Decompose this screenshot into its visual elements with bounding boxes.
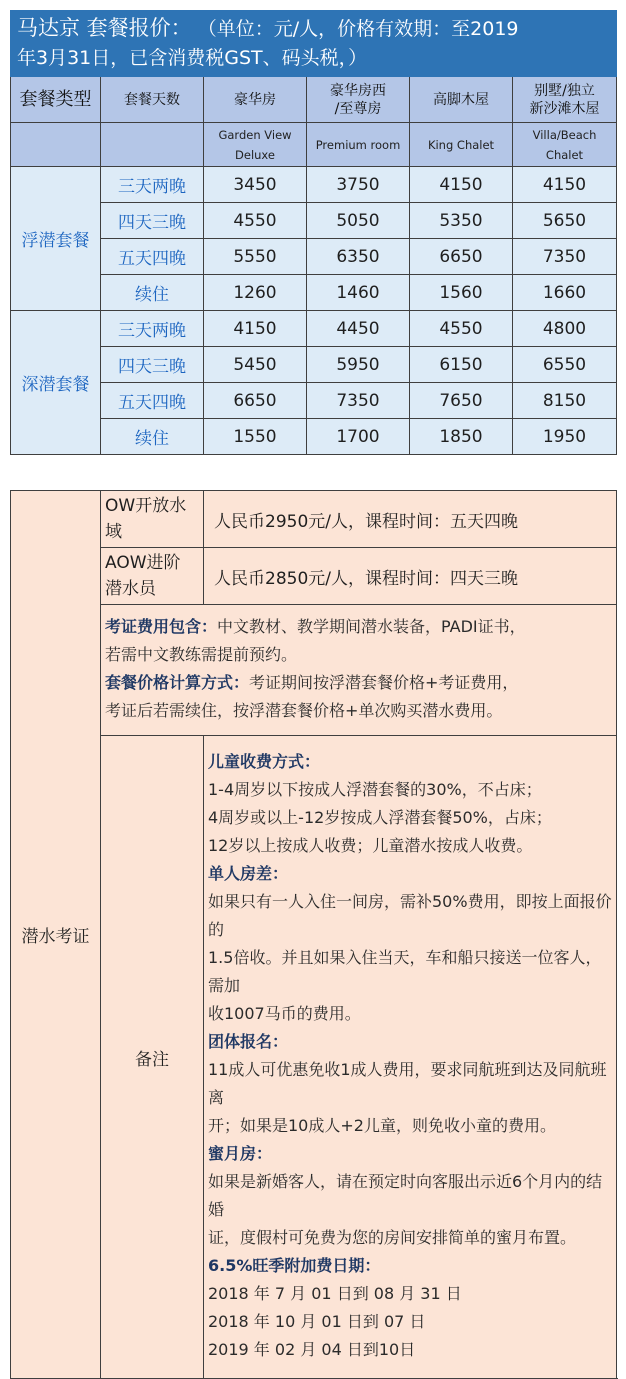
price-cell: 8150 [513,383,617,419]
cert-label: 潜水考证 [11,491,101,1379]
notes-row [11,736,617,1379]
header-package-type: 套餐类型 [11,77,101,123]
price-cell: 5650 [513,203,617,239]
price-cell: 1850 [410,419,513,455]
header-en-empty-2 [101,123,204,167]
package-row [11,239,617,275]
price-cell: 6150 [410,347,513,383]
includes-text-2: 若需中文教练需提前预约。 [105,645,298,664]
course-ow-name [101,491,204,548]
notes-content [204,736,617,1379]
header-room-premium: 豪华房西 /至尊房 [307,77,410,123]
fee-row [11,605,617,736]
notes-label: 备注 [101,736,204,1379]
price-cell: 3450 [204,167,307,203]
package-row [11,383,617,419]
title-main: 马达京 套餐报价： [17,16,192,40]
package-days: 续住 [101,419,204,455]
calc-text-1: 考证期间按浮潜套餐价格+考证费用， [249,673,519,692]
package-row [11,167,617,203]
price-cell: 1950 [513,419,617,455]
price-cell: 4550 [410,311,513,347]
note-heading: 6.5%旺季附加费日期： [208,1256,381,1275]
note-line: 如果只有一人入住一间房，需补50%费用，即按上面报价的 [208,892,612,939]
package-row [11,419,617,455]
price-cell: 1660 [513,275,617,311]
header-days: 套餐天数 [101,77,204,123]
price-cell: 6650 [410,239,513,275]
package-rows [11,167,617,455]
package-days: 四天三晚 [101,347,204,383]
header-room-villa: 别墅/独立 新沙滩木屋 [513,77,617,123]
page-title [11,11,617,77]
price-cell: 3750 [307,167,410,203]
price-cell: 6650 [204,383,307,419]
package-days: 三天两晚 [101,167,204,203]
price-cell: 1550 [204,419,307,455]
calc-label: 套餐价格计算方式： [105,673,250,692]
package-days: 四天三晚 [101,203,204,239]
note-line: 1-4周岁以下按成人浮潜套餐的30%，不占床； [208,780,542,799]
calc-text-2: 考证后若需续住，按浮潜套餐价格+单次购买潜水费用。 [105,701,503,720]
price-cell: 7350 [513,239,617,275]
price-cell: 4150 [513,167,617,203]
header-room-deluxe: 豪华房 [204,77,307,123]
header-english-row [11,123,617,167]
info-table [10,490,617,1379]
price-cell: 7650 [410,383,513,419]
note-line: 如果是新婚客人，请在预定时向客服出示近6个月内的结婚 [208,1172,603,1219]
note-line: 2018 年 7 月 01 日到 08 月 31 日 [208,1284,462,1303]
note-line: 开；如果是10成人+2儿童，则免收小童的费用。 [208,1116,556,1135]
course-ow-detail: 人民币2950元/人，课程时间：五天四晚 [204,491,617,548]
price-cell: 1460 [307,275,410,311]
includes-label: 考证费用包含： [105,617,218,636]
course-aow-name [101,548,204,605]
course-aow-detail: 人民币2850元/人，课程时间：四天三晚 [204,548,617,605]
note-line: 11成人可优惠免收1成人费用，要求同航班到达及同航班离 [208,1060,607,1107]
course-aow-name-l2: 潜水员 [105,579,156,599]
price-table [10,10,617,455]
fee-details [101,605,617,736]
title-sub-line2: 年3月31日，已含消费税GST、码头税，） [17,47,368,69]
price-cell: 4450 [307,311,410,347]
price-cell: 1260 [204,275,307,311]
note-line: 2019 年 02 月 04 日到10日 [208,1340,416,1359]
course-ow-name-l2: 域 [105,522,122,542]
price-cell: 4150 [204,311,307,347]
note-heading: 单人房差： [208,864,289,883]
course-aow-name-l1: AOW进阶 [105,553,181,573]
package-days: 五天四晚 [101,239,204,275]
price-cell: 6350 [307,239,410,275]
price-cell: 4800 [513,311,617,347]
note-heading: 儿童收费方式： [208,752,321,771]
course-row-ow [11,491,617,548]
package-row [11,203,617,239]
package-name: 深潜套餐 [11,311,101,455]
title-row [11,11,617,77]
note-line: 证，度假村可免费为您的房间安排简单的蜜月布置。 [208,1228,577,1247]
price-cell: 5050 [307,203,410,239]
package-row [11,311,617,347]
price-cell: 1560 [410,275,513,311]
package-row [11,347,617,383]
header-en-empty-1 [11,123,101,167]
title-sub-line1: （单位：元/人，价格有效期：至2019 [197,18,519,40]
header-room-king-chalet: 高脚木屋 [410,77,513,123]
price-cell: 5950 [307,347,410,383]
note-heading: 团体报名： [208,1032,289,1051]
price-cell: 5350 [410,203,513,239]
header-en-king-chalet: King Chalet [410,123,513,167]
price-cell: 6550 [513,347,617,383]
price-cell: 1700 [307,419,410,455]
note-line: 2018 年 10 月 01 日到 07 日 [208,1312,426,1331]
includes-text-1: 中文教材、教学期间潜水装备，PADI证书， [217,617,526,636]
note-line: 12岁以上按成人收费；儿童潜水按成人收费。 [208,836,533,855]
header-row [11,77,617,123]
package-days: 三天两晚 [101,311,204,347]
package-name: 浮潜套餐 [11,167,101,311]
package-days: 续住 [101,275,204,311]
note-line: 收1007马币的费用。 [208,1004,361,1023]
header-en-villa: Villa/Beach Chalet [513,123,617,167]
price-cell: 5550 [204,239,307,275]
price-cell: 5450 [204,347,307,383]
header-en-premium: Premium room [307,123,410,167]
header-en-deluxe: Garden View Deluxe [204,123,307,167]
price-cell: 4550 [204,203,307,239]
note-line: 4周岁或以上-12岁按成人浮潜套餐50%，占床； [208,808,552,827]
course-row-aow [11,548,617,605]
note-heading: 蜜月房： [208,1144,273,1163]
package-days: 五天四晚 [101,383,204,419]
price-cell: 7350 [307,383,410,419]
package-row [11,275,617,311]
course-ow-name-l1: OW开放水 [105,496,187,516]
price-cell: 4150 [410,167,513,203]
note-line: 1.5倍收。并且如果入住当天，车和船只接送一位客人，需加 [208,948,602,995]
